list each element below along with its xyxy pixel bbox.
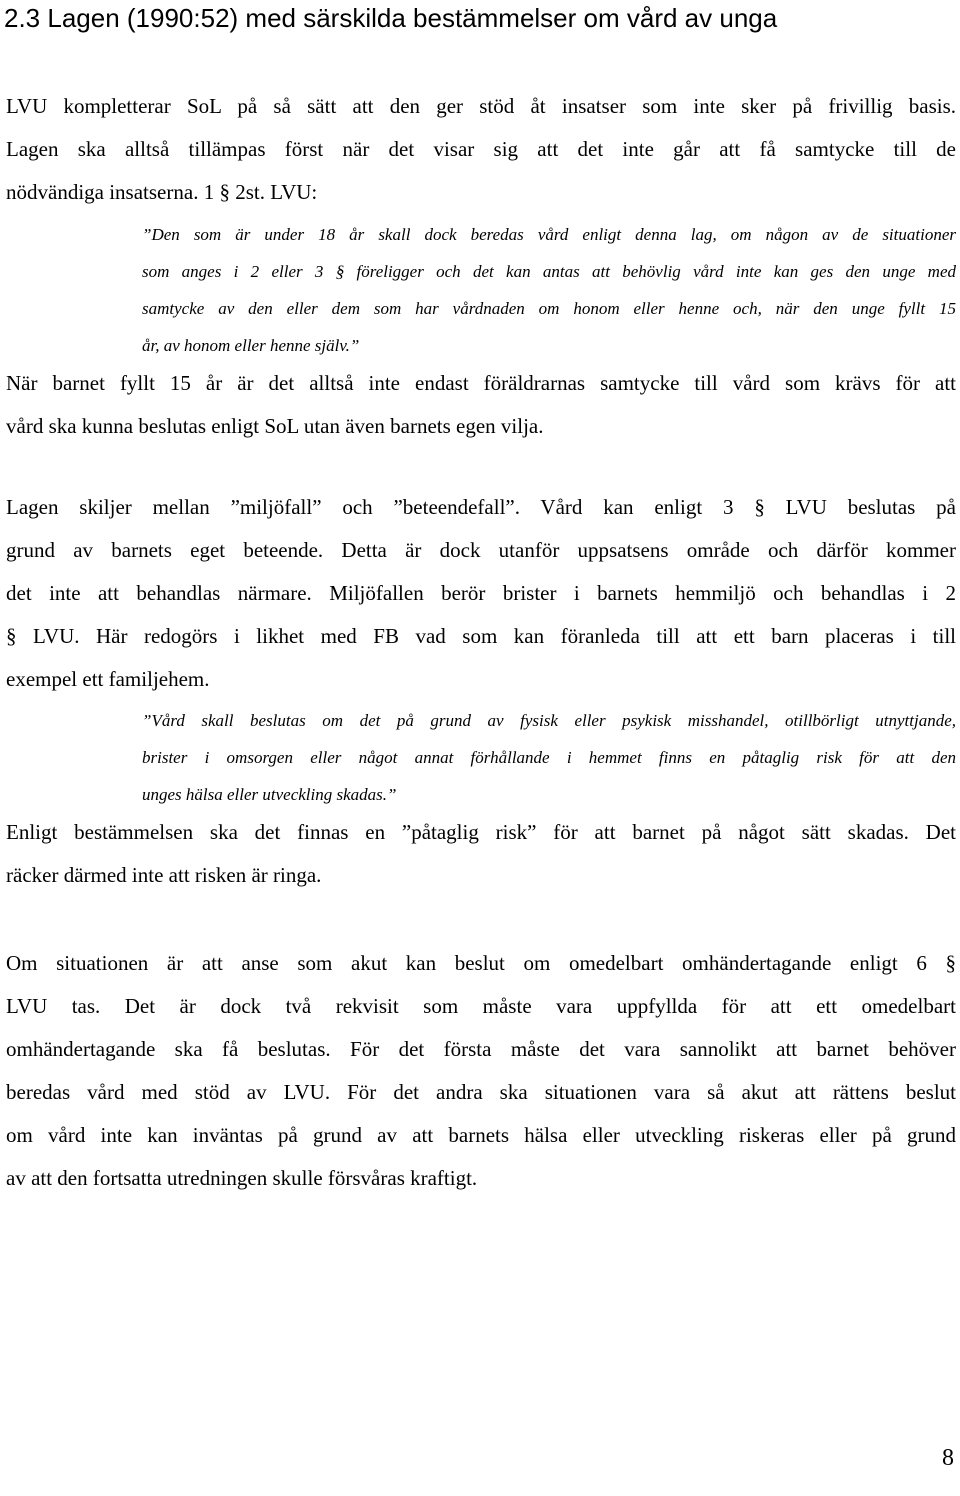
text-line: När barnet fyllt 15 år är det alltså inte endast föräldrarnas samtycke till vård som krävs för att (6, 371, 956, 395)
paragraph-immediate-custody (6, 942, 956, 1200)
text-line: det inte att behandlas närmare. Miljöfallen berör brister i barnets hemmiljö och behandlas i 2 (6, 581, 956, 605)
text-line: nödvändiga insatserna. 1 § 2st. LVU: (6, 180, 318, 204)
text-line: grund av barnets eget beteende. Detta är dock utanför uppsatsens område och därför kommer (6, 538, 956, 562)
quote-line: som anges i 2 eller 3 § föreligger och det kan antas att behövlig vård inte kan ges den unge med (142, 262, 956, 281)
paragraph-environment-cases (6, 486, 956, 701)
text-line: av att den fortsatta utredningen skulle försvåras kraftigt. (6, 1166, 478, 1190)
page-number: 8 (942, 1445, 954, 1471)
text-line: Lagen ska alltså tillämpas först när det visar sig att det inte går att få samtycke till de (6, 137, 956, 161)
quote-lvu-2 (142, 702, 956, 813)
text-line: exempel ett familjehem. (6, 667, 210, 691)
text-line: Enligt bestämmelsen ska det finnas en ”påtaglig risk” för att barnet på något sätt skadas. Det (6, 820, 956, 844)
text-line: räcker därmed inte att risken är ringa. (6, 863, 322, 887)
text-line: LVU kompletterar SoL på så sätt att den ger stöd åt insatser som inte sker på frivillig basis. (6, 94, 956, 118)
quote-line: unges hälsa eller utveckling skadas.” (142, 785, 397, 804)
text-line: beredas vård med stöd av LVU. För det andra ska situationen vara så akut att rättens beslut (6, 1080, 956, 1104)
quote-line: samtycke av den eller dem som har vårdnaden om honom eller henne och, när den unge fyllt 15 (142, 299, 956, 318)
quote-line: ”Vård skall beslutas om det på grund av fysisk eller psykisk misshandel, otillbörligt utnyttjande, (142, 711, 956, 730)
text-line: Lagen skiljer mellan ”miljöfall” och ”beteendefall”. Vård kan enligt 3 § LVU beslutas på (6, 495, 956, 519)
text-line: vård ska kunna beslutas enligt SoL utan även barnets egen vilja. (6, 414, 544, 438)
quote-lvu-1-2st (142, 216, 956, 364)
paragraph-consent (6, 362, 956, 448)
text-line: § LVU. Här redogörs i likhet med FB vad som kan föranleda till att ett barn placeras i till (6, 624, 956, 648)
text-line: omhändertagande ska få beslutas. För det första måste det vara sannolikt att barnet behöver (6, 1037, 956, 1061)
quote-line: ”Den som är under 18 år skall dock beredas vård enligt denna lag, om någon av de situationer (142, 225, 956, 244)
section-heading: 2.3 Lagen (1990:52) med särskilda bestämmelser om vård av unga (4, 3, 778, 33)
quote-line: år, av honom eller henne själv.” (142, 336, 360, 355)
paragraph-risk (6, 811, 956, 897)
quote-line: brister i omsorgen eller något annat förhållande i hemmet finns en påtaglig risk för att den (142, 748, 956, 767)
text-line: om vård inte kan inväntas på grund av att barnets hälsa eller utveckling riskeras eller på grund (6, 1123, 956, 1147)
paragraph-intro (6, 85, 956, 214)
text-line: Om situationen är att anse som akut kan beslut om omedelbart omhändertagande enligt 6 § (6, 951, 956, 975)
text-line: LVU tas. Det är dock två rekvisit som måste vara uppfyllda för att ett omedelbart (6, 994, 956, 1018)
